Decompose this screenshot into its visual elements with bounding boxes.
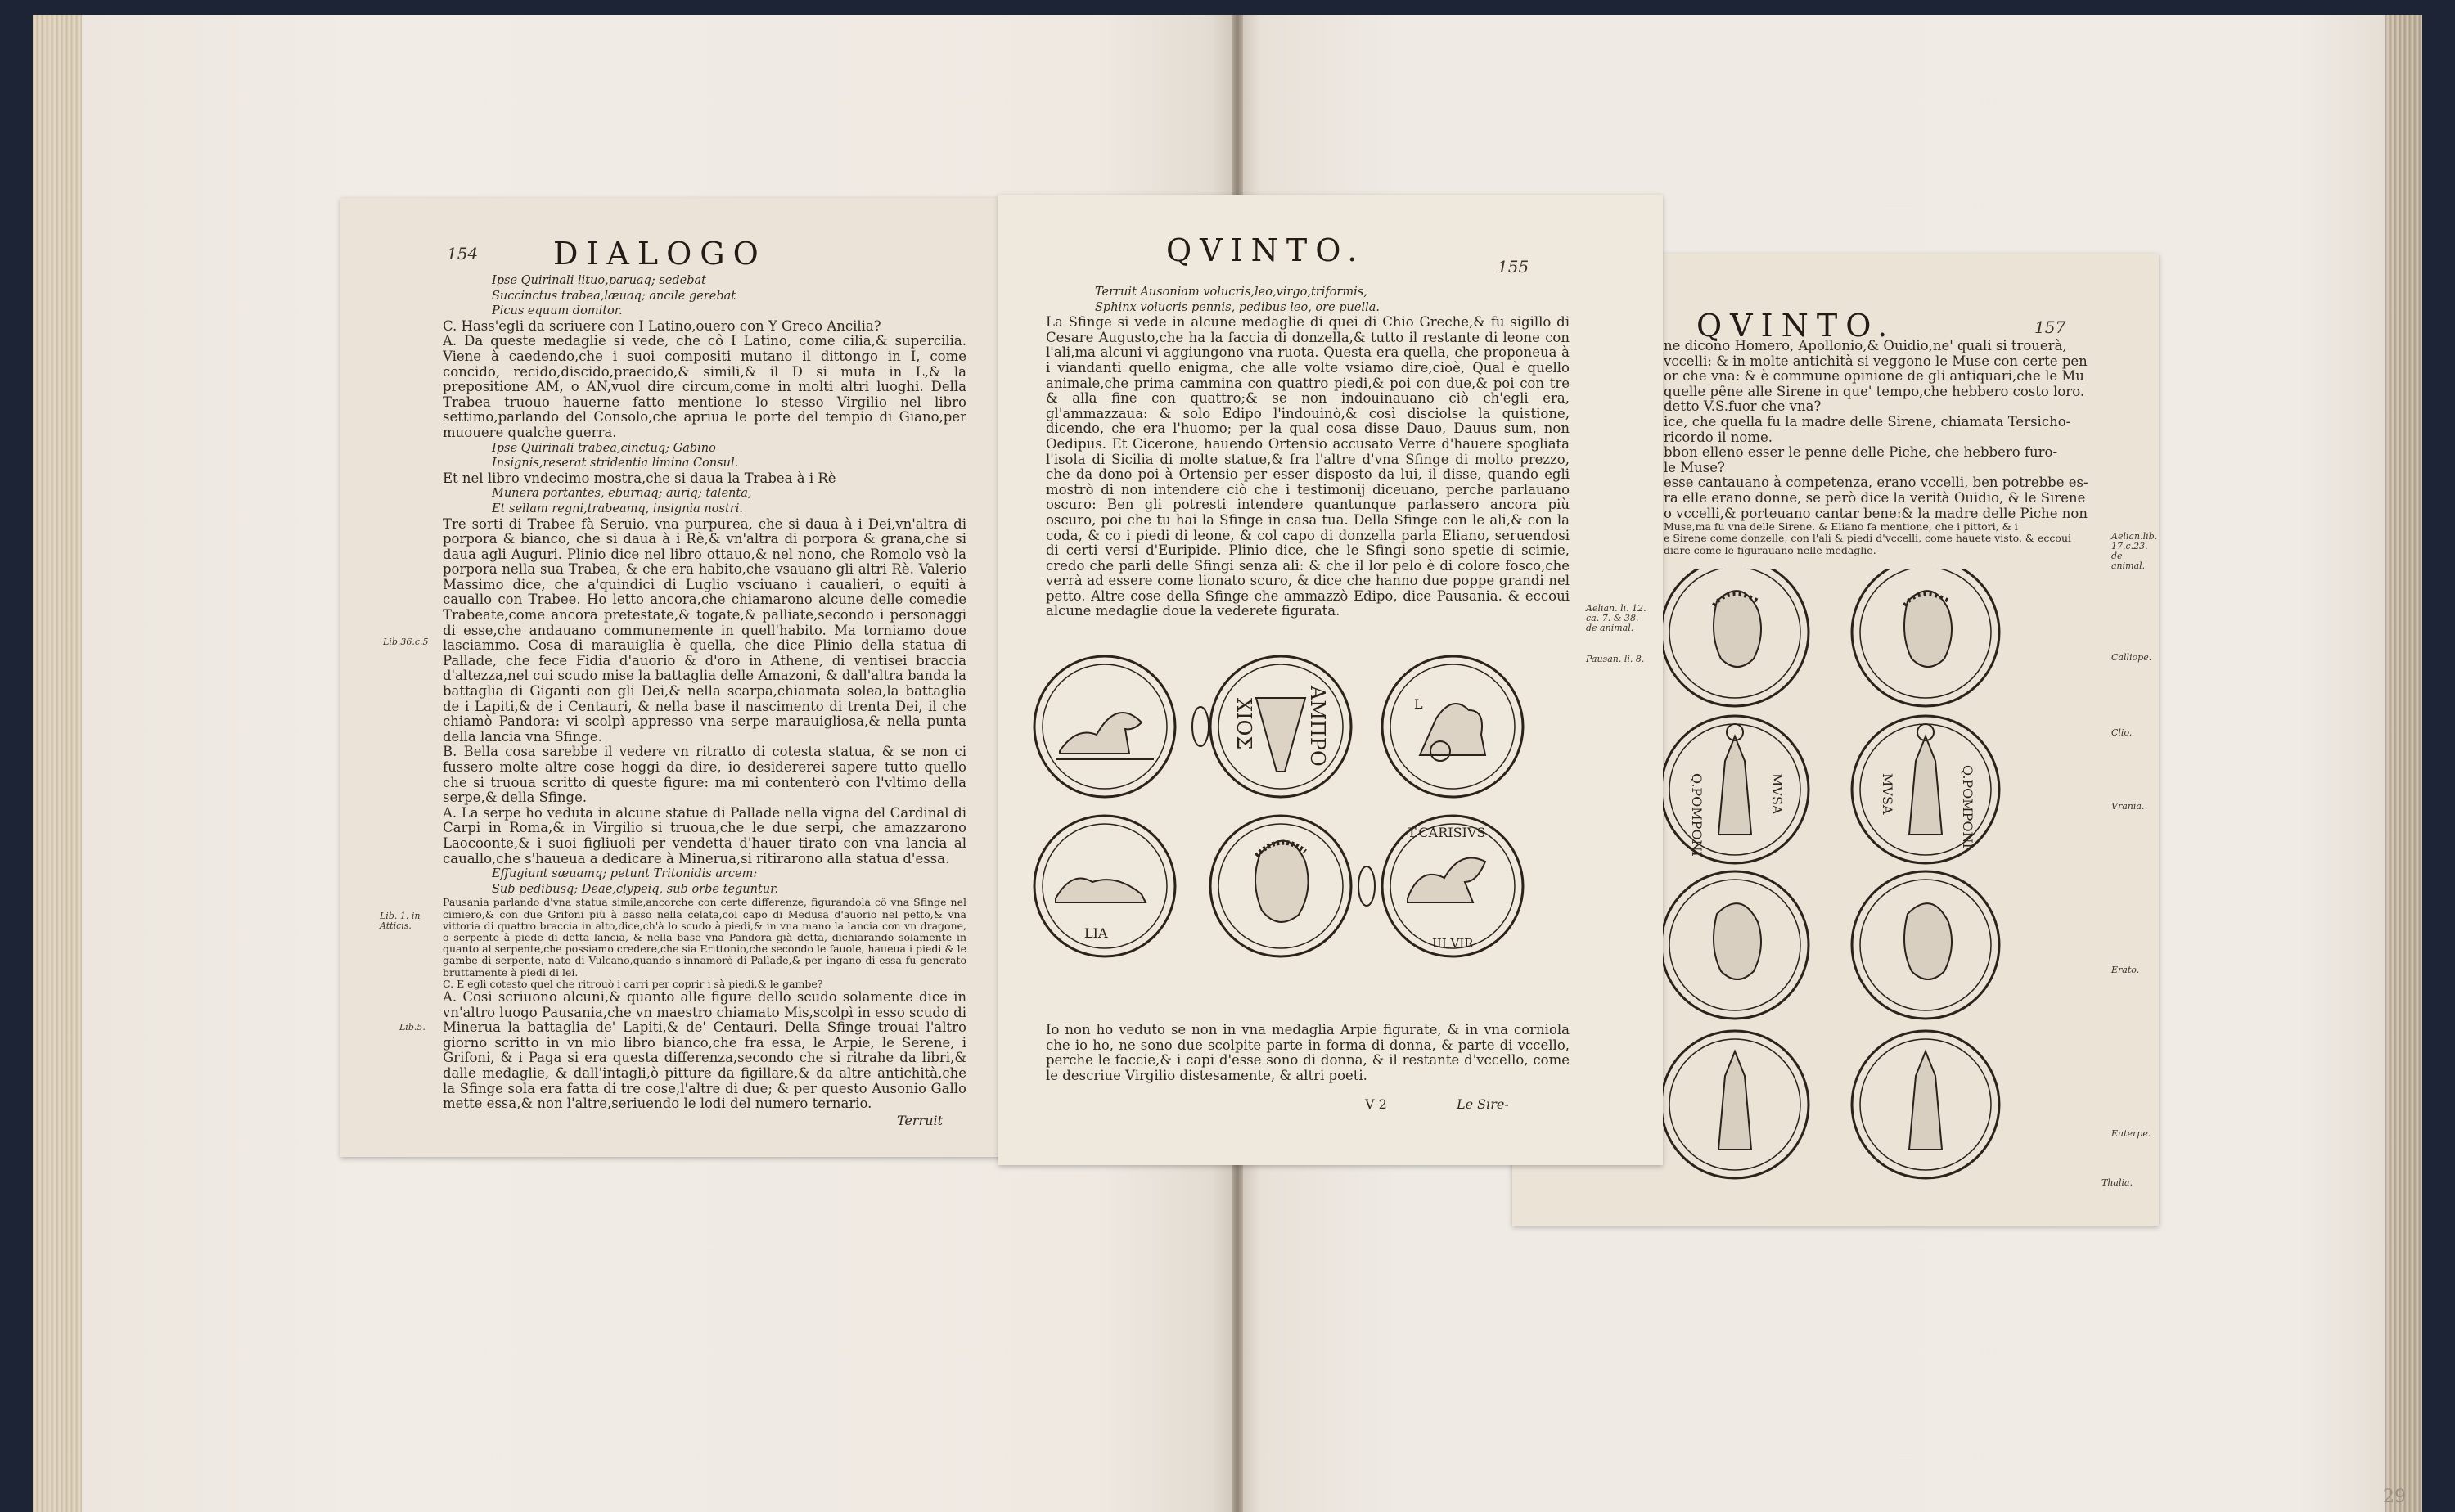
text-line: e Sirene come donzelle, con l'ali & piedi d'vccelli, come hauete visto. & eccoui (1664, 532, 2072, 545)
right-sheet-body (1664, 339, 2097, 556)
page-heading: QVINTO. (1166, 232, 1366, 268)
coin-female-head (1210, 816, 1351, 956)
text-line: ricordo il nome. (1664, 429, 1773, 445)
text-line: Tre sorti di Trabee fà Seruio, vna purpurea, che si daua à i Dei,vn'altra di porpora & bianco, che si daua à i Rè,& vn'altra di porpora & grana,che si daua agli Auguri. Plinio dice nel libro ottauo,& nel nono, che Romolo vsò la porpora nella sua Trabea, & che era habito,che vsauano gli altri Rè. Valerio Massimo dice, che a'quindici di Luglio vsciuano i caualieri, o equiti à cauallo con Trabee. Ho letto ancora,che chiamarono alcune delle comedie Trabeate,come ancora pretestate,& togate,& palliate,secondo i personaggi di esse,che andauano communemente in quell'habito. Ma torniamo doue lasciammo. Cosa di marauiglia è quella, che dice Plinio della statua di Pallade, che fece Fidia d'auorio & d'oro in Athene, di ventisei braccia d'altezza,nel cui scudo mise la battaglia delle Amazoni, & dall'altra banda la battaglia di Giganti con gli Dei,& nella scarpa,chiamata solea,la battaglia de i Lapiti,& de i Centauri, & nella base il nascimento di trenta Dei, il che chiamò Pandora: vi scolpì appresso vna serpe marauigliosa,& nella punta della lancia vna Sfinge. (443, 515, 966, 745)
page-heading: QVINTO. (1696, 308, 1896, 344)
middle-sheet-page-155 (998, 195, 1663, 1165)
coin-muse-reverse (1852, 1031, 1999, 1178)
coin-head (1852, 569, 1999, 706)
text-line: detto V.S.fuor che vna? (1664, 398, 1822, 415)
text-line: Et sellam regni,trabeamq, insignia nostri. (492, 502, 743, 515)
signature-mark: V 2 (1365, 1096, 1387, 1112)
text-line: Ipse Quirinali trabea,cinctuq; Gabino (492, 441, 716, 455)
text-line: Munera portantes, eburnaq; auriq; talenta, (492, 487, 752, 501)
text-line: Pausania parlando d'vna statua simile,ancorche con certe differenze, figurandola cô vna Sfinge nel cimiero,& con due Grifoni più à basso nella celata,col capo di Medusa d'auorio nel petto,& vna vittoria di quattro braccia in alto,dice,ch'à lo scudo à piedi,& in vna mano la lancia con vn dragone, o serpente à piede di detta lancia, & nella base vna Pandora già detta, dichiarando solamente in quanto al serpente,che possiamo credere,che sia Erittonio,che secondo le fauole, haueua i piedi & le gambe di serpente, nato di Vulcano,quando s'innamorò di Pallade,& per ingano di essa fu generato bruttamente à piedi di lei. (443, 896, 966, 979)
coin-legend: MVSA (1880, 773, 1895, 815)
page-number: 154 (447, 244, 479, 263)
text-line: Et nel libro vndecimo mostra,che si daua la Trabea à i Rè (443, 470, 836, 486)
right-page-edges (2385, 15, 2422, 1512)
margin-note: Vrania. (2111, 801, 2145, 812)
text-line: le Muse? (1664, 459, 1725, 475)
text-line: Ipse Quirinali lituo,paruaq; sedebat (492, 274, 706, 287)
text-line: Effugiunt sæuamq; petunt Tritonidis arcem: (492, 867, 758, 881)
catchword: Terruit (897, 1113, 944, 1128)
coin-reclining-sphinx (1034, 816, 1175, 956)
text-line: Insignis,reserat stridentia limina Consul. (492, 457, 739, 470)
coin-legend: T.CARISIVS (1408, 825, 1486, 840)
text-line: ne dicono Homero, Apollonio,& Ouidio,ne' quali si trouerà, (1664, 338, 2067, 353)
margin-note: Lib.5. (399, 1022, 426, 1033)
coin-muse-reverse (1661, 716, 1809, 863)
text-line: o vccelli,& porteuano cantar bene:& la madre delle Piche non (1664, 505, 2088, 521)
text-line: or che vna: & è commune opinione de gli antiquari,che le Mu (1664, 368, 2084, 385)
text-line: esse cantauano à competenza, erano vccelli, ben potrebbe es- (1664, 475, 2088, 491)
coin-legend: XIOΣ (1232, 698, 1255, 750)
text-line: A. Cosi scriuono alcuni,& quanto alle figure dello scudo solamente dice in vn'altro luogo Pausania,che vn maestro chiamato Mis,scolpì in esso scudo di Minerua la battaglia de' Lapiti,& de' Centauri. Della Sfinge trouai l'altro giorno scritto in vn mio libro bianco,che fra essa, le Arpie, le Serene, i Grifoni, & i Paga si era questa differenza,secondo che si ritrahe da libri,& dalle medaglie, & dall'intagli,ò pitture da figillare,& da altre antichità,che la Sfinge sola era fatta di tre cose,l'altre di due; & per questo Ausonio Gallo mette essa,& non l'altre,seriuendo le lodi del numero ternario. (443, 988, 966, 1112)
coin-amphora-reverse (1192, 656, 1351, 797)
catchword: Le Sire- (1457, 1096, 1509, 1112)
text-line: C. E egli cotesto quel che ritrouò i carri per coprir i sà piedi,& le gambe? (443, 977, 823, 990)
coin-legend: Q.POMPONI (1689, 773, 1705, 857)
muse-coin-plate (1643, 569, 2101, 1223)
text-line: Succinctus trabea,læuaq; ancile gerebat (492, 289, 736, 303)
coin-legend: MVSA (1769, 773, 1785, 815)
page-number: 157 (2034, 317, 2066, 337)
coin-legend: Q.POMPONI (1960, 765, 1975, 848)
text-line: A. La serpe ho veduta in alcune statue di Pallade nella vigna del Cardinal di Carpi in Roma,& in Virgilio si truoua,che le due serpi, che amazzarono Laocoonte,& i suoi figliuoli per vendetta d'hauer tirato con vna lancia al cauallo,che s'haueua a dedicare à Minerua,si ritirarono alla statua d'essa. (443, 804, 966, 866)
coin-muse-reverse (1661, 1031, 1809, 1178)
margin-note: Aelian. li. 12. ca. 7. & 38. de animal. (1586, 603, 1646, 633)
text-line: diare come le figurauano nelle medaglie. (1664, 543, 1876, 556)
margin-note: Lib.36.c.5 (383, 637, 429, 647)
text-line: Sphinx volucris pennis, pedibus leo, ore puella. (1095, 300, 1380, 314)
text-line: vccelli: & in molte antichità si veggono le Muse con certe pen (1664, 353, 2088, 369)
coin-sphinx-wheel (1382, 656, 1523, 797)
margin-note: Erato. (2111, 965, 2140, 975)
text-line: A. Da queste medaglie si vede, che cô I Latino, come cilia,& supercilia. Viene à caedendo,che i suoi compositi mutano il dittongo in I, come concido, recido,discido,praecido,& simili,& il D si muta in L,& la prepositione AM, o AN,vuol dire circum,come in molti altri luoghi. Della Trabea truouo hauerne fatto mentione lo stesso Virgilio nel libro settimo,parlando del Consolo,che apriua le porte del tempio di Giano,per muouere qualche guerra. (443, 333, 966, 440)
text-line: C. Hass'egli da scriuere con I Latino,ouero con Y Greco Ancilia? (443, 317, 881, 334)
text-line: ra elle erano donne, se però dice la verità Ouidio, & le Sirene (1664, 489, 2086, 506)
text-line: quelle pêne alle Sirene in que' tempo,che hebbero costo loro. (1664, 383, 2085, 399)
margin-note: Aelian.lib. 17.c.23. de animal. (2111, 531, 2158, 571)
coin-legend: III VIR (1432, 936, 1474, 951)
text-line: La Sfinge si vede in alcune medaglie di quei di Chio Greche,& fu sigillo di Cesare Augusto,che ha la faccia di donzella,& tutto il restante di leone con l'ali,ma alcuni vi aggiungono vna ruota. Questa era quella, che proponeua à i viandanti quello enigma, che alle volte vsiamo dire,cioè, Qual è quello animale,che prima cammina con quattro piedi,& poi con due,& poi con tre & alla fine con quattro;& se non indouinauano ciò ch'egli era, gl'ammazzaua: & solo Edipo l'indouinò,& così disciolse la quistione, dicendo, che era l'huomo; per la qual cosa disse Dauo, Dauus sum, non Oedipus. Et Cicerone, hauendo Ortensio accusato Verre d'hauere spogliata l'isola di Sicilia di molte statue,& fra l'altre d'vna Sfinge di molto prezzo, che da dono poi à Ortensio per esser disposto da lui, il disse, quando egli mostrò di non intendere ciò che i testimonij diceuano, perche parlauano oscuro: Ben gli potresti intendere quantunque parlassero ancora più oscuro, poi che tu hai la Sfinge in casa tua. Della Sfinge con le ali,& con la coda, & co i piedi di leone, & col capo di donzella parla Eliano, seruendosi di certi versi d'Euripide. Plinio dice, che le Sfingi sono spetie di scimie, credo che parli delle Sfingi senza ali: & che il lor pelo è di colore fosco,che verrà ad essere come lionato scuro, & dice che hanno due poppe grandi nel petto. Altre cose della Sfinge che ammazzò Edipo, dice Pausania. & eccoui alcune medaglie doue la vederete figurata. (1046, 314, 1570, 619)
middle-sheet-body (1046, 285, 1570, 619)
left-sheet-body (443, 273, 966, 1112)
sphinx-coin-plate (1023, 653, 1612, 964)
coin-head (1661, 569, 1809, 706)
text-line: Muse,ma fu vna delle Sirene. & Eliano fa mentione, che i pittori, & i (1664, 520, 2018, 533)
text-line: Sub pedibusq; Deae,clypeiq, sub orbe teguntur. (492, 882, 779, 896)
text-line: Terruit Ausoniam volucris,leo,virgo,triformis, (1095, 286, 1367, 299)
text-line: bbon elleno esser le penne delle Piche, che hebbero furo- (1664, 444, 2058, 461)
text-line: Picus equum domitor. (492, 304, 623, 318)
coin-winged-sphinx (1358, 816, 1523, 956)
coin-head (1661, 871, 1809, 1019)
middle-sheet-bottom-text: Io non ho veduto se non in vna medaglia Arpie figurate, & in vna corniola che io ho, ne sono due scolpite parte in forma di donna, & parte di vccello, perche le faccie,& i capi d'esse sono di donna, & il restante d'vccello, come le descriue Virgilio distesamente, & altri poeti. (1046, 1022, 1570, 1083)
text-line: ice, che quella fu la madre delle Sirene, chiamata Tersicho- (1664, 413, 2071, 430)
margin-note: Clio. (2111, 727, 2133, 738)
text-line: B. Bella cosa sarebbe il vedere vn ritratto di cotesta statua, & se non ci fussero molte altre cose hoggi da dire, io desidererei sapere tutto quello che si truoua scritto di queste figure: ma mi contenterò con l'vltimo della serpe,& della Sfinge. (443, 744, 966, 806)
left-sheet-page-154 (340, 198, 1002, 1157)
page-number: 155 (1498, 257, 1529, 277)
coin-legend: L (1414, 696, 1423, 712)
corner-page-number: 29 (2383, 1487, 2406, 1507)
page-heading: DIALOGO (553, 236, 767, 272)
margin-note: Pausan. li. 8. (1586, 654, 1645, 664)
margin-note: Euterpe. (2111, 1128, 2151, 1139)
coin-legend: LIA (1084, 925, 1108, 941)
left-page-edges (33, 15, 82, 1512)
margin-note: Thalia. (2101, 1177, 2133, 1188)
margin-note: Calliope. (2111, 652, 2152, 663)
coin-legend: AMΠPO (1306, 686, 1329, 767)
coin-head (1852, 871, 1999, 1019)
coin-sphinx-left (1034, 656, 1175, 797)
margin-note: Lib. 1. in Atticis. (380, 911, 421, 931)
coin-muse-reverse (1852, 716, 1999, 863)
